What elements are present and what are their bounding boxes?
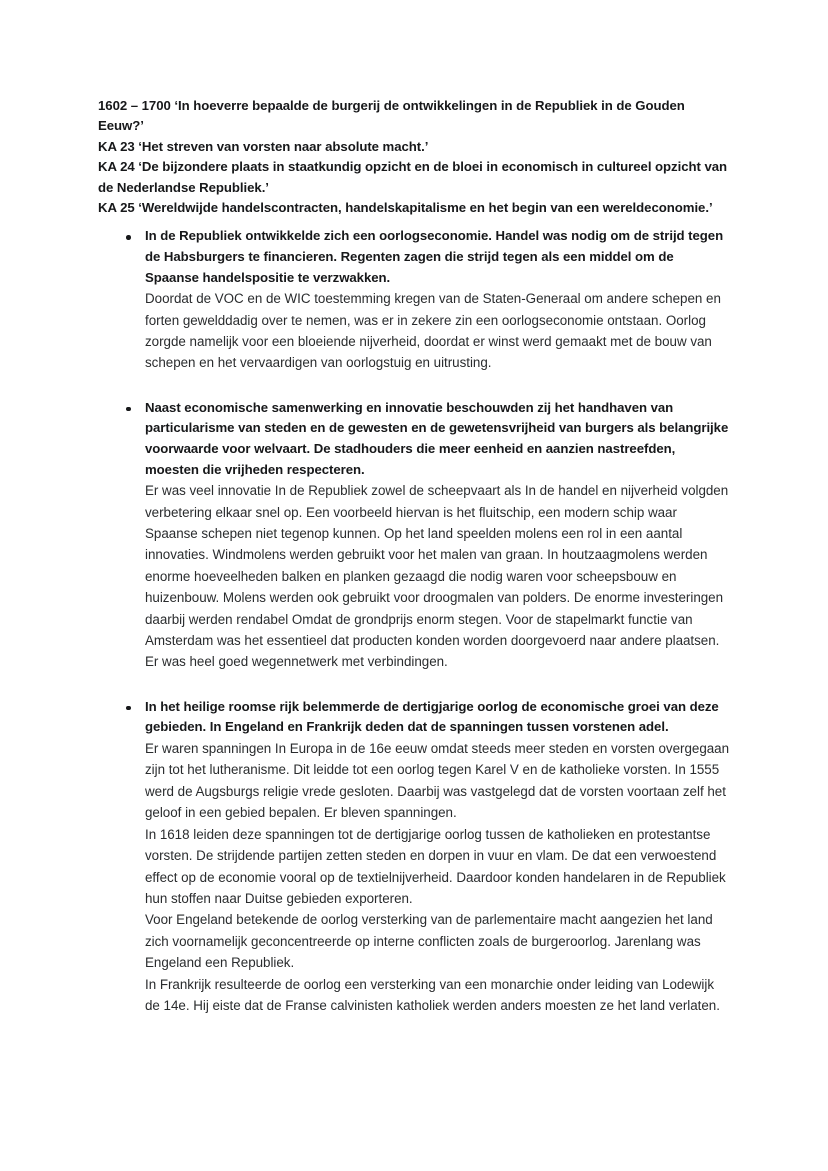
list-item xyxy=(98,697,730,1016)
heading-line-ka23: KA 23 ‘Het streven van vorsten naar absolute macht.’ xyxy=(98,138,429,154)
list-item xyxy=(98,398,730,673)
bullet-paragraph: Voor Engeland betekende de oorlog versterking van de parlementaire macht aangezien het land zich voornamelijk geconcentreerde op interne conflicten zoals de burgeroorlog. Jarenlang was Engeland een Republiek. xyxy=(145,912,713,971)
document-body xyxy=(98,96,730,1016)
bullet-paragraph: In Frankrijk resulteerde de oorlog een versterking van een monarchie onder leiding van Lodewijk de 14e. Hij eiste dat de Franse calvinisten katholiek werden anders moesten ze het land verlaten. xyxy=(145,976,720,1013)
bullet-paragraph: Er waren spanningen In Europa in de 16e eeuw omdat steeds meer steden en vorsten overgegaan zijn tot het lutheranisme. Dit leidde tot een oorlog tegen Karel V en de katholieke vorsten. In 1555 werd de Augsburgs religie vrede gesloten. Daarbij was vastgelegd dat de vorsten voortaan zelf het geloof in een gebied bepalen. Er bleven spanningen. xyxy=(145,741,730,821)
bullet-lead-text: Naast economische samenwerking en innovatie beschouwden zij het handhaven van particularisme van steden en de gewesten en de gewetensvrijheid van burgers als belangrijke voorwaarde voor welvaart. De stadhouders die meer eenheid en aanzien nastreefden, moesten die vrijheden respecteren. xyxy=(145,399,729,477)
bullet-dot-icon xyxy=(126,706,131,711)
heading-line-ka25: KA 25 ‘Wereldwijde handelscontracten, handelskapitalisme en het begin van een wereldeconomie.’ xyxy=(98,200,713,216)
heading-line-topic: 1602 – 1700 ‘In hoeverre bepaalde de burgerij de ontwikkelingen in de Republiek in de Gouden Eeuw?’ xyxy=(98,98,685,134)
bullet-lead-text: In de Republiek ontwikkelde zich een oorlogseconomie. Handel was nodig om de strijd tegen de Habsburgers te financieren. Regenten zagen die strijd tegen als een middel om de Spaanse handelspositie te verzwakken. xyxy=(145,228,724,285)
bullet-lead-text: In het heilige roomse rijk belemmerde de dertigjarige oorlog de economische groei van deze gebieden. In Engeland en Frankrijk deden dat de spanningen tussen vorstenen adel. xyxy=(145,698,719,735)
list-item xyxy=(98,226,730,373)
bullet-list xyxy=(98,226,730,1016)
bullet-dot-icon xyxy=(126,407,131,412)
bullet-paragraph: Er was veel innovatie In de Republiek zowel de scheepvaart als In de handel en nijverheid volgden verbetering elkaar snel op. Een voorbeeld hiervan is het fluitschip, een modern schip waar Spaanse schepen niet tegenop kunnen. Op het land speelden molens een rol in een aantal innovaties. Windmolens werden gebruikt voor het malen van graan. In houtzaagmolens werden enorme hoeveelheden balken en planken gezaagd die nodig waren voor scheepsbouw en huizenbouw. Molens werden ook gebruikt voor droogmalen van polders. De enorme investeringen daarbij werden rendabel Omdat de grondprijs enorm stegen. Voor de stapelmarkt functie van Amsterdam was het essentieel dat producten konden worden doorgevoerd naar andere plaatsen. Er was heel goed wegennetwerk met verbindingen. xyxy=(145,483,729,670)
heading-block xyxy=(98,96,730,218)
bullet-paragraph: In 1618 leiden deze spanningen tot de dertigjarige oorlog tussen de katholieken en protestantse vorsten. De strijdende partijen zetten steden en dorpen in vuur en vlam. De dat een verwoestend effect op de economie vooral op de textielnijverheid. Daardoor konden handelaren in de Republiek hun stoffen naar Duitse gebieden exporteren. xyxy=(145,826,726,906)
bullet-paragraph: Doordat de VOC en de WIC toestemming kregen van de Staten-Generaal om andere schepen en forten gewelddadig over te nemen, was er in zekere zin een oorlogseconomie ontstaan. Oorlog zorgde namelijk voor een bloeiende nijverheid, doordat er winst werd gemaakt met de bouw van schepen en het vervaardigen van oorlogstuig en uitrusting. xyxy=(145,291,721,371)
heading-line-ka24: KA 24 ‘De bijzondere plaats in staatkundig opzicht en de bloei in economisch in cultureel opzicht van de Nederlandse Republiek.’ xyxy=(98,159,728,195)
bullet-dot-icon xyxy=(126,235,131,240)
